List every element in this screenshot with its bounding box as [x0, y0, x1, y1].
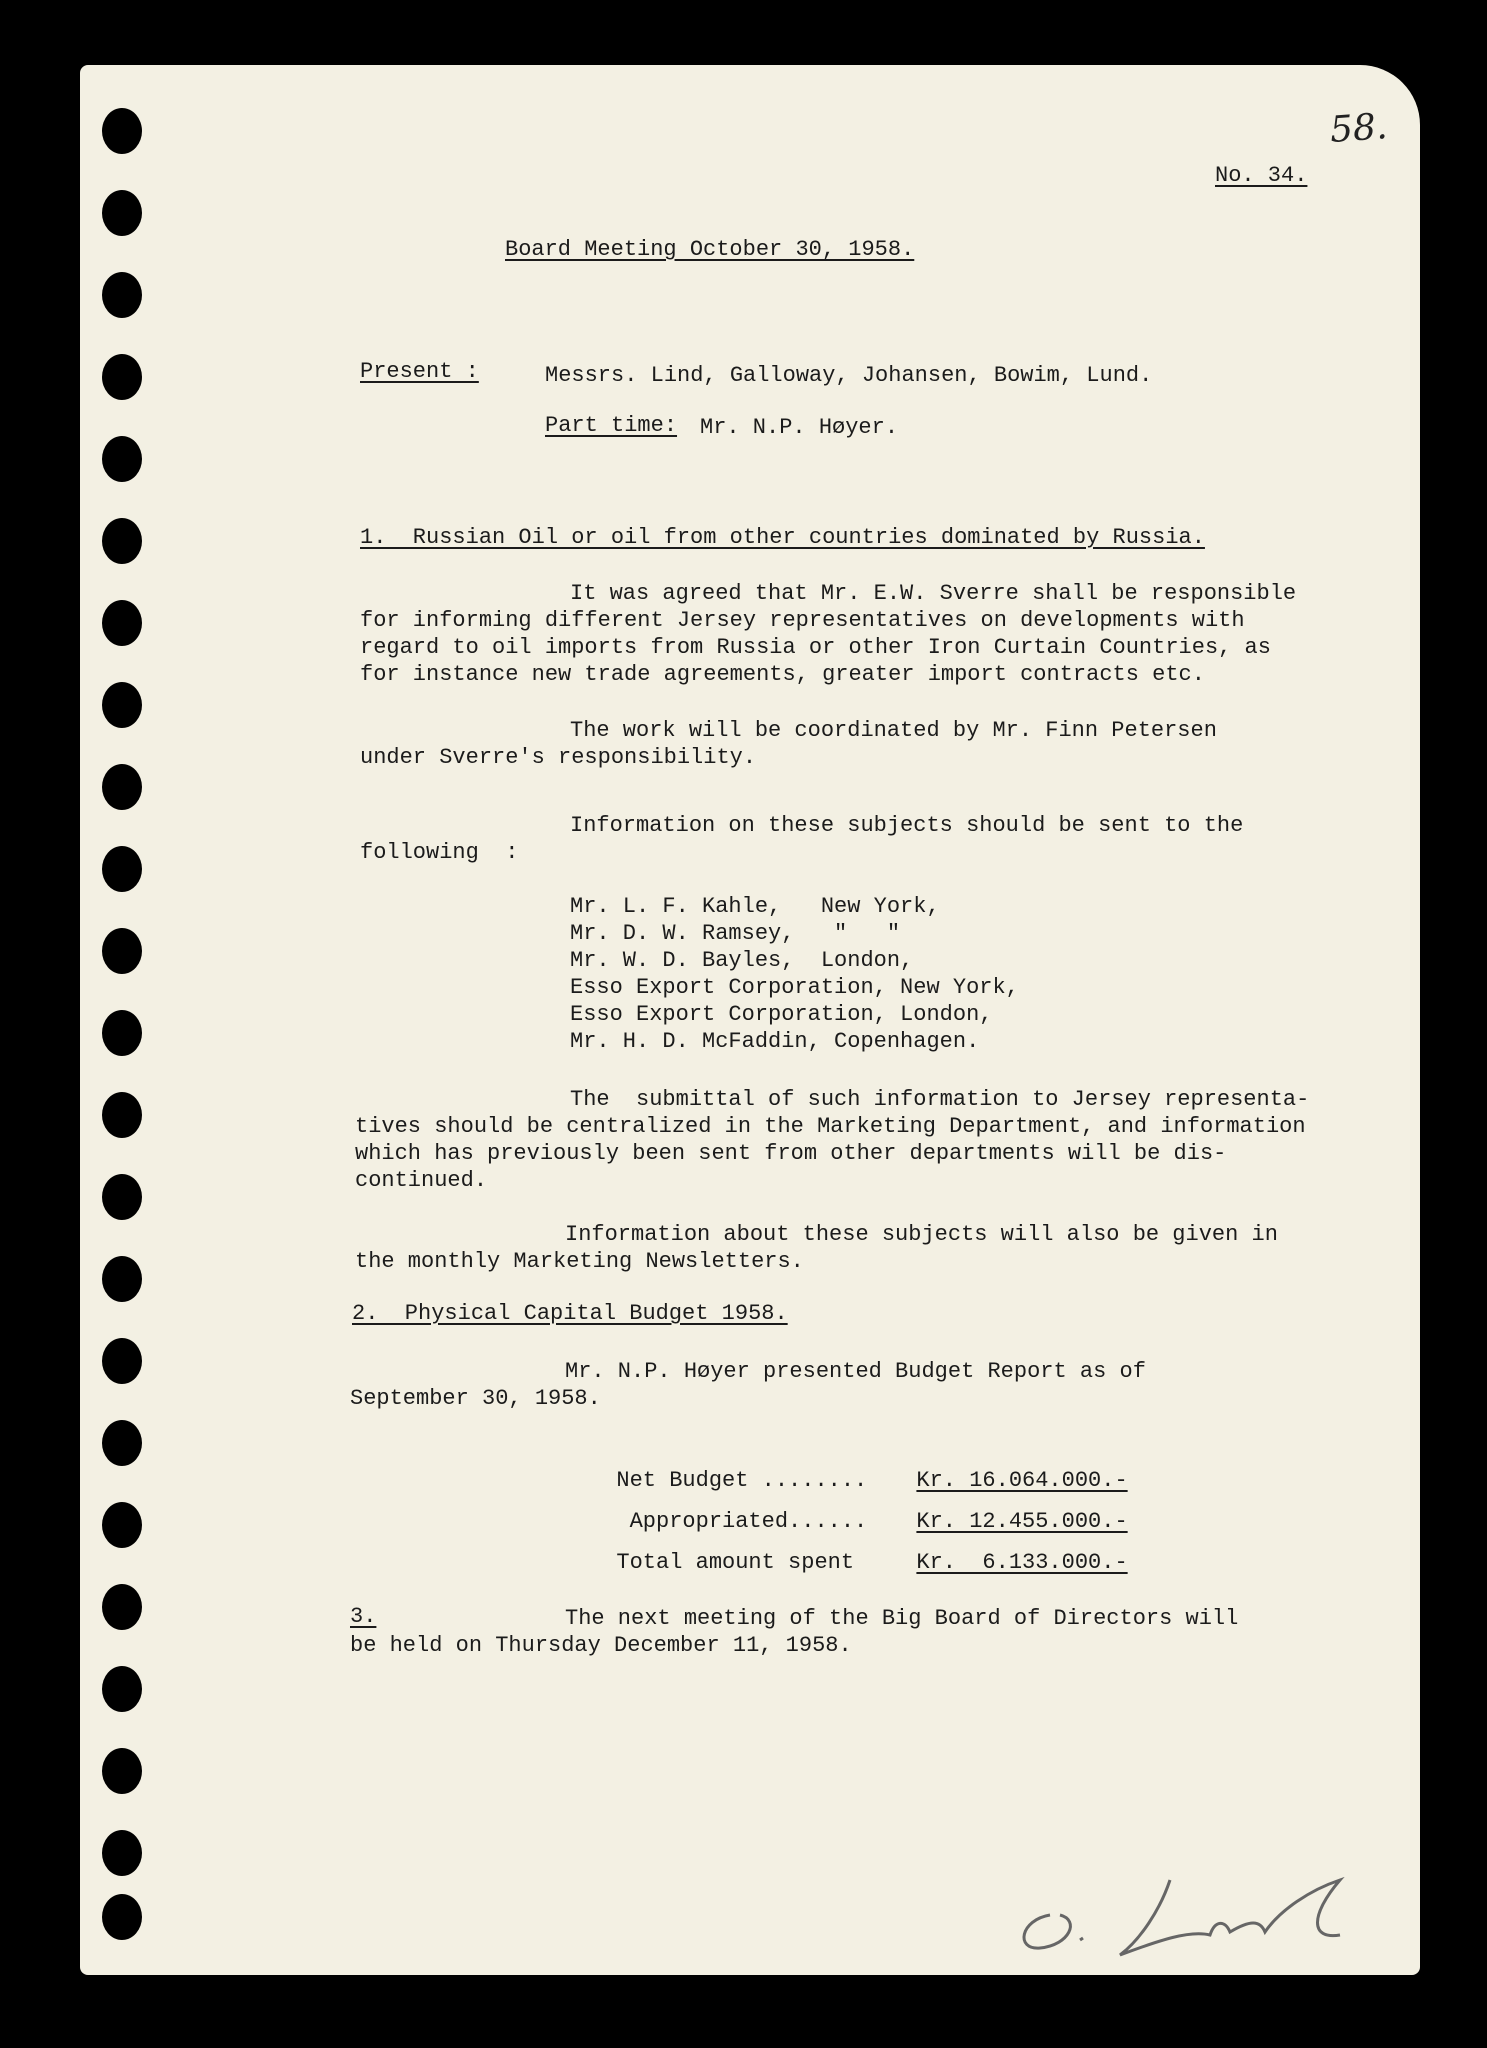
item2-heading: 2. Physical Capital Budget 1958. — [352, 1301, 788, 1326]
recipient-line: Mr. W. D. Bayles, London, — [570, 948, 914, 973]
punch-hole — [102, 190, 142, 236]
page-title: Board Meeting October 30, 1958. — [505, 237, 915, 262]
punch-hole — [102, 1092, 142, 1138]
punch-hole — [102, 518, 142, 564]
budget-label: Net Budget ........ — [616, 1468, 868, 1493]
document-number: No. 34. — [1215, 163, 1308, 188]
item3-number: 3. — [350, 1604, 377, 1629]
punch-hole — [102, 600, 142, 646]
budget-label: Appropriated...... — [616, 1509, 868, 1534]
item1-para4-line: The submittal of such information to Jersey representa- — [570, 1087, 1310, 1112]
item1-para1-line: It was agreed that Mr. E.W. Sverre shall be responsible — [570, 581, 1297, 606]
punch-hole — [102, 1584, 142, 1630]
punch-hole — [102, 682, 142, 728]
item3-line: be held on Thursday December 11, 1958. — [350, 1633, 852, 1658]
punch-hole — [102, 1338, 142, 1384]
recipient-line: Esso Export Corporation, London, — [570, 1002, 993, 1027]
item1-para1-line: for instance new trade agreements, greater import contracts etc. — [360, 662, 1205, 687]
item1-para3-line: Information on these subjects should be sent to the — [570, 813, 1244, 838]
budget-amount: Kr. 6.133.000.- — [916, 1550, 1128, 1575]
budget-label: Total amount spent — [616, 1550, 855, 1575]
budget-amount: Kr. 12.455.000.- — [916, 1509, 1128, 1534]
recipient-line: Mr. D. W. Ramsey, " " — [570, 921, 901, 946]
present-label: Present : — [360, 359, 479, 384]
item1-para2-line: under Sverre's responsibility. — [360, 745, 757, 770]
punch-hole — [102, 1748, 142, 1794]
punch-hole — [102, 1010, 142, 1056]
punch-hole — [102, 1830, 142, 1876]
punch-holes — [102, 108, 146, 1938]
handwritten-signature — [1010, 1860, 1370, 1970]
punch-hole — [102, 1666, 142, 1712]
item1-para1-line: for informing different Jersey representatives on developments with — [360, 608, 1245, 633]
budget-amount: Kr. 16.064.000.- — [916, 1468, 1128, 1493]
item2-para1-line: September 30, 1958. — [350, 1386, 601, 1411]
punch-hole — [102, 846, 142, 892]
part-time-names: Mr. N.P. Høyer. — [700, 415, 899, 440]
part-time-label: Part time: — [545, 413, 678, 438]
budget-row-spent — [590, 1522, 1128, 1576]
punch-hole — [102, 764, 142, 810]
recipient-line: Mr. H. D. McFaddin, Copenhagen. — [570, 1029, 980, 1054]
handwritten-page-number: 58. — [1328, 106, 1389, 151]
item1-para5-line: Information about these subjects will also be given in — [565, 1222, 1278, 1247]
punch-hole — [102, 436, 142, 482]
item1-para4-line: continued. — [355, 1168, 488, 1193]
punch-hole — [102, 1502, 142, 1548]
punch-hole — [102, 354, 142, 400]
punch-hole — [102, 1256, 142, 1302]
punch-hole — [102, 1894, 142, 1940]
punch-hole — [102, 928, 142, 974]
item2-para1-line: Mr. N.P. Høyer presented Budget Report as of — [565, 1359, 1146, 1384]
item1-para2-line: The work will be coordinated by Mr. Finn Petersen — [570, 718, 1217, 743]
present-names: Messrs. Lind, Galloway, Johansen, Bowim, Lund. — [545, 363, 1153, 388]
punch-hole — [102, 1420, 142, 1466]
item1-para5-line: the monthly Marketing Newsletters. — [355, 1249, 804, 1274]
item1-para4-line: which has previously been sent from other departments will be dis- — [355, 1141, 1227, 1166]
item3-line: The next meeting of the Big Board of Directors will — [565, 1606, 1239, 1631]
item1-para1-line: regard to oil imports from Russia or other Iron Curtain Countries, as — [360, 635, 1271, 660]
punch-hole — [102, 272, 142, 318]
punch-hole — [102, 1174, 142, 1220]
item1-para4-line: tives should be centralized in the Marketing Department, and information — [355, 1114, 1306, 1139]
item1-heading: 1. Russian Oil or oil from other countries dominated by Russia. — [360, 525, 1205, 550]
recipient-line: Mr. L. F. Kahle, New York, — [570, 894, 940, 919]
item1-para3-line: following : — [360, 840, 519, 865]
recipient-line: Esso Export Corporation, New York, — [570, 975, 1019, 1000]
punch-hole — [102, 108, 142, 154]
